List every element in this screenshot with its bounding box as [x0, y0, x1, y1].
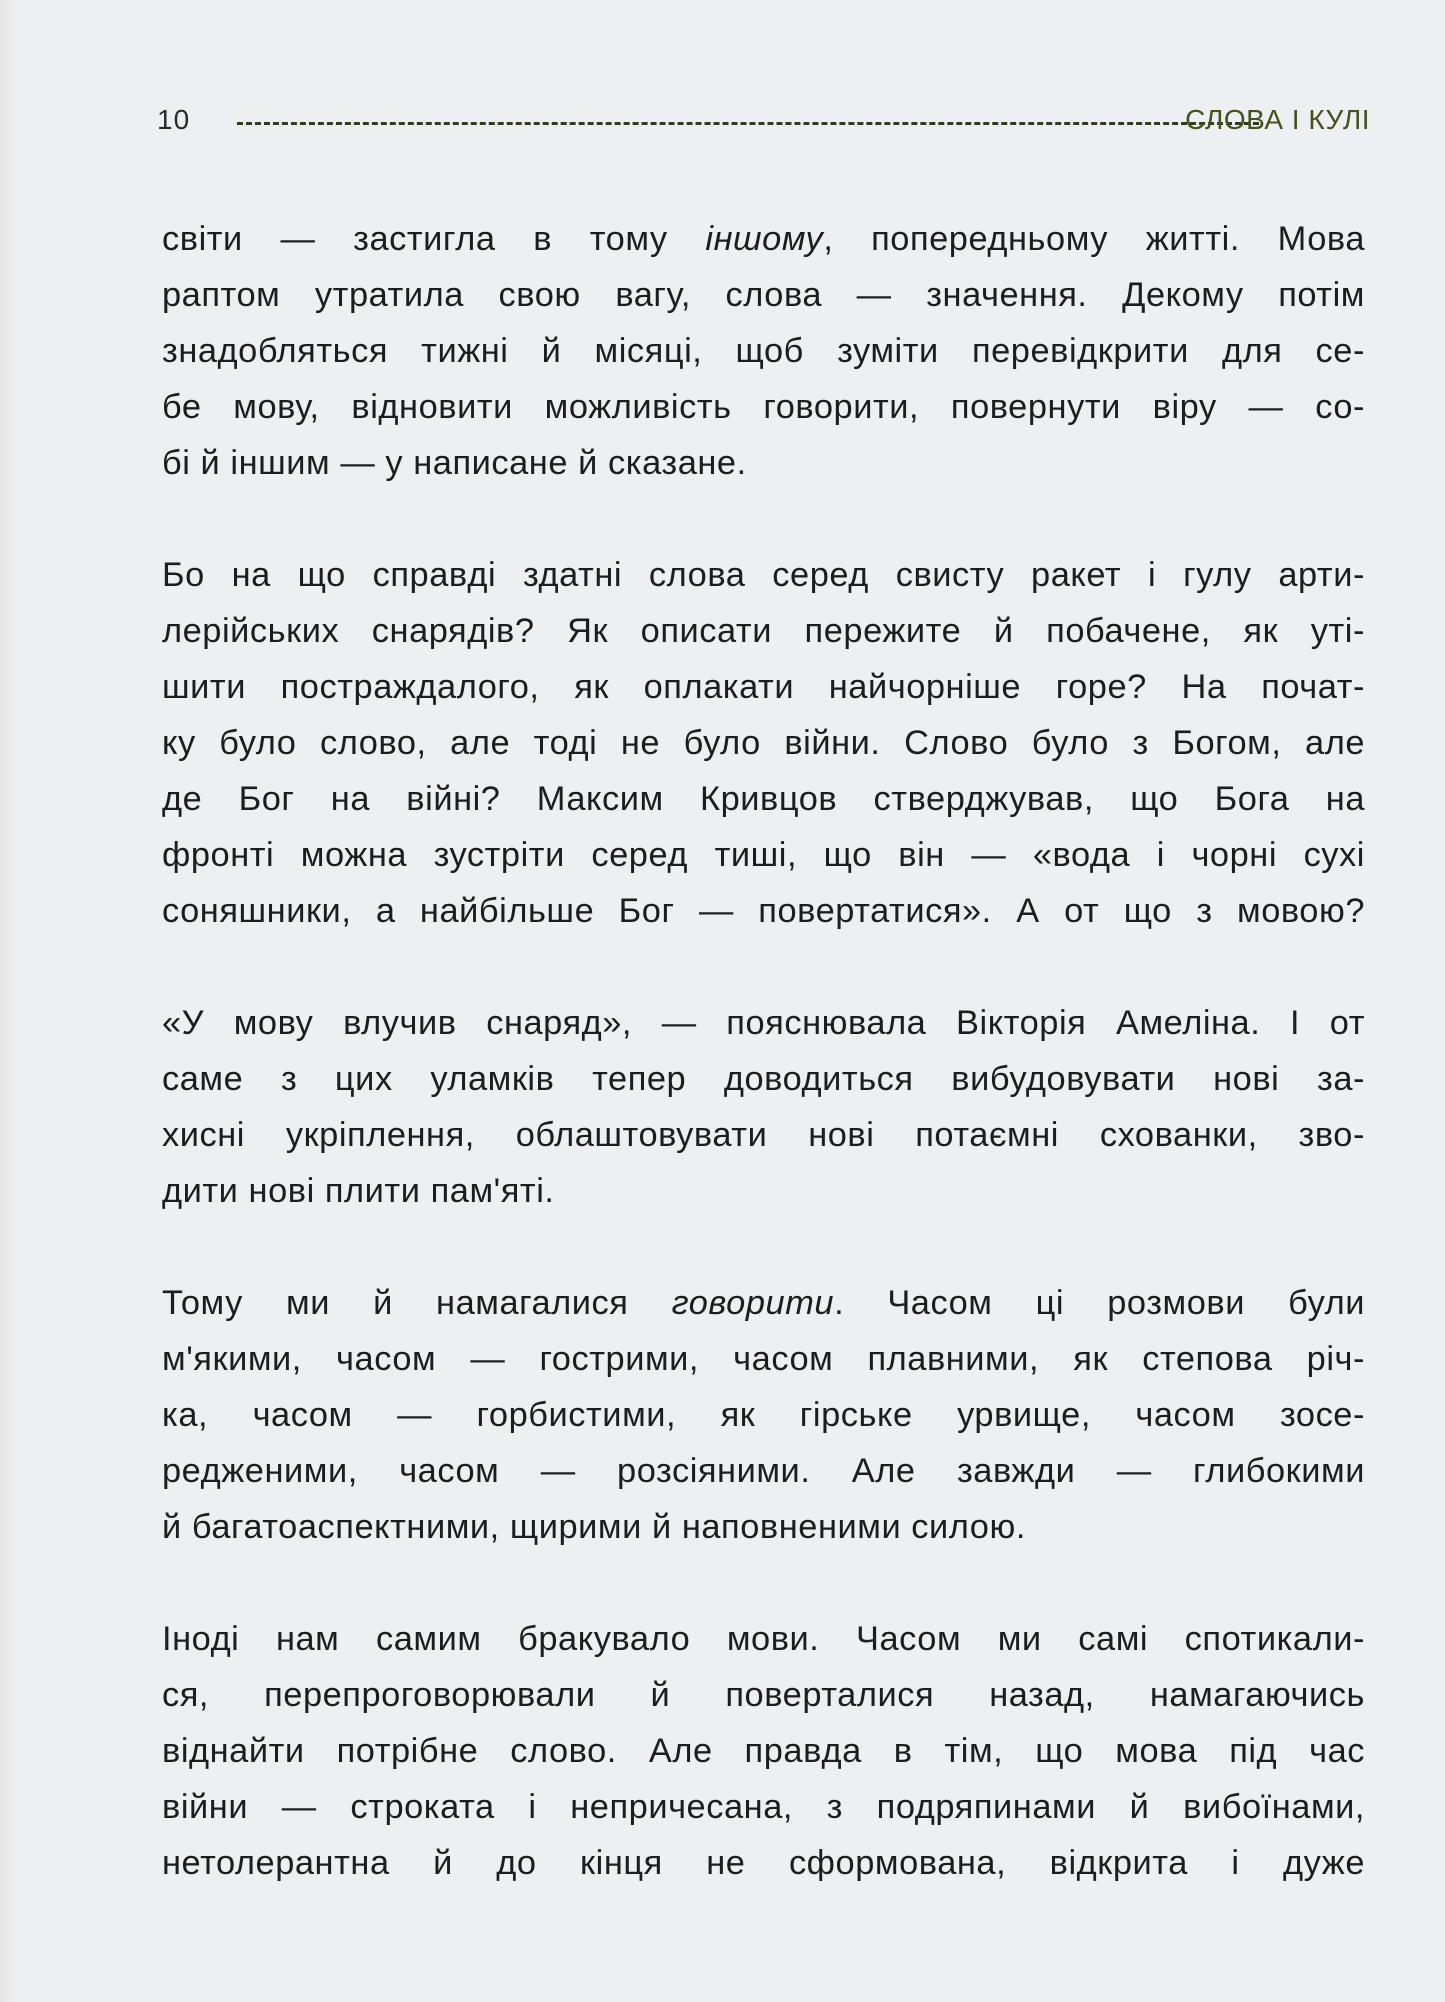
text-line: ка, часом — горбистими, як гірське урвище, часом зосе-	[162, 1396, 1365, 1434]
text-line: редженими, часом — розсіяними. Але завжди — глибокими	[162, 1452, 1365, 1490]
paragraph-5	[162, 1611, 1365, 1891]
text-line: лерійських снарядів? Як описати пережите й побачене, як уті-	[162, 612, 1365, 650]
text-line: ся, перепроговорювали й поверталися назад, намагаючись	[162, 1676, 1365, 1714]
text-line: хисні укріплення, облаштовувати нові потаємні схованки, зво-	[162, 1116, 1365, 1154]
text-run: Тому ми й намагалися	[162, 1284, 672, 1322]
text-line: соняшники, а найбільше Бог — повертатися». А от що з мовою?	[162, 892, 1365, 930]
text-line: бе мову, відновити можливість говорити, повернути віру — со-	[162, 388, 1365, 426]
page-number: 10	[157, 104, 191, 135]
text-line	[162, 211, 1365, 267]
text-line: «У мову влучив снаряд», — пояснювала Вікторія Амеліна. І от	[162, 1004, 1365, 1042]
text-line: ку було слово, але тоді не було війни. Слово було з Богом, але	[162, 724, 1365, 762]
page-header	[157, 100, 1370, 140]
text-run: світи — застигла в тому	[162, 220, 706, 258]
header-dashed-rule	[237, 122, 1259, 125]
italic-word: іншому	[705, 220, 824, 258]
text-line: й багатоаспектними, щирими й наповненими силою.	[162, 1508, 1026, 1546]
paragraph-4	[162, 1275, 1365, 1555]
paragraph-1	[162, 211, 1365, 491]
text-line: раптом утратила свою вагу, слова — значення. Декому потім	[162, 276, 1365, 314]
italic-word: говорити	[671, 1284, 835, 1322]
text-line: м'якими, часом — гострими, часом плавними, як степова річ-	[162, 1340, 1365, 1378]
text-line: шити постраждалого, як оплакати найчорніше горе? На почат-	[162, 668, 1365, 706]
text-line: дити нові плити пам'яті.	[162, 1172, 555, 1210]
paragraph-2	[162, 547, 1365, 939]
text-line: саме з цих уламків тепер доводиться вибудовувати нові за-	[162, 1060, 1365, 1098]
text-line: знадобляться тижні й місяці, щоб зуміти перевідкрити для се-	[162, 332, 1365, 370]
text-line: війни — строката і непричесана, з подряпинами й вибоїнами,	[162, 1788, 1365, 1826]
running-title: СЛОВА І КУЛІ	[1185, 104, 1370, 135]
text-line: віднайти потрібне слово. Але правда в тім, що мова під час	[162, 1732, 1365, 1770]
text-line	[162, 1275, 1365, 1331]
text-line: фронті можна зустріти серед тиші, що він — «вода і чорні сухі	[162, 836, 1365, 874]
text-run: . Часом ці розмови були	[834, 1284, 1365, 1322]
text-line: Іноді нам самим бракувало мови. Часом ми самі спотикали-	[162, 1620, 1365, 1658]
text-line: Бо на що справді здатні слова серед свисту ракет і гулу арти-	[162, 556, 1365, 594]
body-text	[162, 211, 1365, 1947]
text-line: бі й іншим — у написане й сказане.	[162, 444, 747, 482]
text-line: де Бог на війні? Максим Кривцов стверджував, що Бога на	[162, 780, 1365, 818]
text-run: , попередньому житті. Мова	[823, 220, 1365, 258]
paragraph-3	[162, 995, 1365, 1219]
text-line: нетолерантна й до кінця не сформована, відкрита і дуже	[162, 1844, 1365, 1882]
